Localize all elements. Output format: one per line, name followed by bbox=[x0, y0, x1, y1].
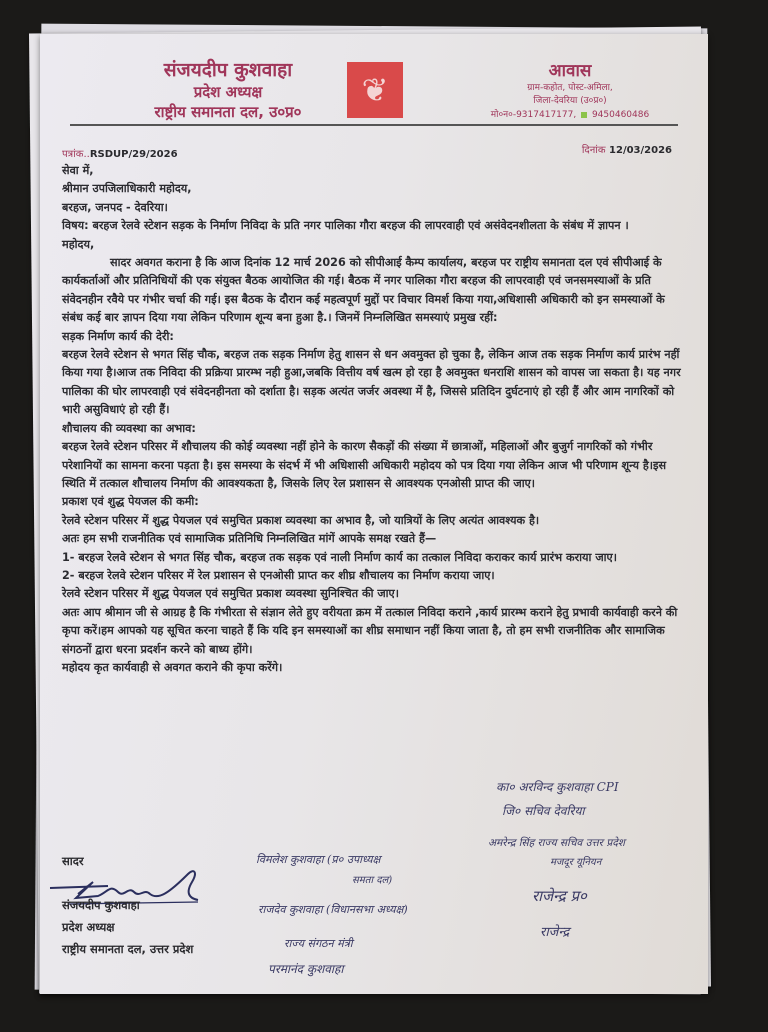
request-paragraph: अतः आप श्रीमान जी से आग्रह है कि गंभीरता से संज्ञान लेते हुए वरीयता क्रम में तत्काल निविदा कराने ,कार्य प्रारम्भ कराने हेतु प्रभावी कार्यवाही करने की कृपा करें।हम आपको यह सूचित करना चाहते हैं कि यदि इन समस्याओं का शीघ्र समाधान नहीं किया जाता है, तो हम सभी राजनीतिक और सामाजिक संगठनों द्वारा धरना प्रदर्शन करने को बाध्य होंगे। bbox=[62, 605, 678, 656]
date-value: 12/03/2026 bbox=[609, 145, 672, 156]
whatsapp-icon bbox=[581, 112, 587, 118]
reference-value: RSDUP/29/2026 bbox=[89, 149, 178, 160]
signatory-name: संजयदीप कुशवाहा bbox=[62, 898, 140, 912]
reference-number bbox=[62, 146, 178, 160]
regards: सादर bbox=[62, 854, 84, 868]
paragraph-road-delay: बरहज रेलवे स्टेशन से भगत सिंह चौक, बरहज तक सड़क निर्माण हेतु शासन से धन अवमुक्त हो चुका है, लेकिन आज तक सड़क निर्माण कार्य प्रारंभ नहीं किया गया है।आज तक निविदा की प्रक्रिया प्रारम्भ नही हुआ,जबकि वित्तीय वर्ष खत्म हो रहा है अवमुक्त धनराशि शासन को वापस जा सकता है। यह नगर पालिका की घोर लापरवाही एवं संवेदनहीनता को दर्शाता है। सड़क अत्यंत जर्जर अवस्था में है, जिससे प्रतिदिन दुर्घटनाएं हो रही हैं और आम नागरिकों को भारी असुविधाएं हो रही हैं। bbox=[62, 348, 681, 417]
heading-toilet: शौचालय की व्यवस्था का अभाव: bbox=[62, 421, 196, 435]
signature-block bbox=[62, 850, 193, 960]
paragraph-toilet: बरहज रेलवे स्टेशन परिसर में शौचालय की कोई व्यवस्था नहीं होने के कारण सैकड़ों की संख्या में छात्राओं, महिलाओं और बुजुर्ग नागरिकों को गंभीर परेशानियों का सामना करना पड़ता है। इस समस्या के संदर्भ में भी अधिशासी अधिकारी महोदय को पत्र दिया गया लेकिन आज भी परिणाम शून्य है।इस स्थिति में तत्काल शौचालय निर्माण की आवश्यकता है, जिसके लिए रेल प्रशासन से आवश्यक एनओसी प्राप्त की जाए। bbox=[62, 440, 667, 490]
sender-org: राष्ट्रीय समानता दल, उ०प्र० bbox=[154, 103, 302, 121]
address-line-1: ग्राम-कहोत, पोस्ट-अमिला, bbox=[527, 83, 613, 93]
heading-road-delay: सड़क निर्माण कार्य की देरी: bbox=[62, 329, 174, 343]
demand-2: 2- बरहज रेलवे स्टेशन परिसर में रेल प्रशासन से एनओसी प्राप्त कर शीघ्र शौचालय का निर्माण कराया जाए। bbox=[62, 568, 495, 582]
addressee-line-1: सेवा में, bbox=[62, 164, 94, 177]
closing-line: महोदय कृत कार्यवाही से अवगत कराने की कृपा करेंगे। bbox=[62, 660, 283, 674]
subject: विषय: बरहज रेलवे स्टेशन सड़क के निर्माण निविदा के प्रति नगर पालिका गौरा बरहज की लापरवाही एवं असंवेदनशीलता के संबंध में ज्ञापन । bbox=[62, 219, 629, 233]
whatsapp-number: 9450460486 bbox=[591, 110, 650, 120]
addressee-line-2: श्रीमान उपजिलाधिकारी महोदय, bbox=[62, 182, 192, 196]
party-logo-icon: ❦ bbox=[347, 62, 403, 118]
intro-paragraph: सादर अवगत कराना है कि आज दिनांक 12 मार्च 2026 को सीपीआई कैम्प कार्यालय, बरहज पर राष्ट्रीय समानता दल एवं सीपीआई के कार्यकर्ताओं और प्रतिनिधियों की एक संयुक्त बैठक आयोजित की गई। बैठक में नगर पालिका गौरा बरहज की लापरवाही एवं जनसमस्याओं के प्रति संवेदनहीन रवैये पर गंभीर चर्चा की गई। इस बैठक के दौरान कई महत्वपूर्ण मुद्दों पर विचार विमर्श किया गया,अधिशासी अधिकारी को इन समस्याओं के संबंध कई बार ज्ञापन दिया गया लेकिन परिणाम शून्य बना हुआ है.। जिनमें निम्नलिखित समस्याएं प्रमुख रहीं: bbox=[62, 256, 665, 325]
handwritten-signature-1: का० अरविन्द कुशवाहा CPI bbox=[496, 780, 619, 794]
addressee-line-3: बरहज, जनपद - देवरिया। bbox=[62, 200, 168, 214]
letterhead-address bbox=[460, 60, 680, 122]
heading-light-water: प्रकाश एवं शुद्ध पेयजल की कमी: bbox=[62, 495, 199, 509]
address-title: आवास bbox=[548, 61, 592, 81]
phone-number: मो०न०-9317417177, bbox=[490, 110, 577, 120]
handwritten-signature-9: राजेन्द्र bbox=[540, 925, 570, 940]
handwritten-signature-3: विमलेश कुशवाहा (प्र० उपाध्यक्ष bbox=[256, 853, 381, 866]
demand-3: रेलवे स्टेशन परिसर में शुद्ध पेयजल एवं समुचित प्रकाश व्यवस्था सुनिश्चित की जाए। bbox=[62, 587, 399, 601]
salutation: महोदय, bbox=[62, 237, 95, 251]
paragraph-light-water: रेलवे स्टेशन परिसर में शुद्ध पेयजल एवं समुचित प्रकाश व्यवस्था का अभाव है, जो यात्रियों के लिए अत्यंत आवश्यक है। bbox=[62, 513, 540, 527]
letterhead bbox=[40, 34, 708, 134]
letterhead-sender bbox=[118, 58, 338, 122]
handwritten-signature-6: मजदूर यूनियन bbox=[550, 857, 602, 868]
letter-page bbox=[40, 34, 708, 994]
letter-date bbox=[582, 142, 672, 156]
handwritten-signature-5: अमरेन्द्र सिंह राज्य सचिव उत्तर प्रदेश bbox=[488, 837, 625, 849]
handwritten-signature-2: जि० सचिव देवरिया bbox=[502, 804, 585, 818]
handwritten-signature-4: समता दल) bbox=[352, 875, 393, 886]
handwritten-signature-7: राजदेव कुशवाहा (विधानसभा अध्यक्ष) bbox=[258, 903, 408, 916]
handwritten-signature-8: राजेन्द्र प्र० bbox=[532, 887, 587, 905]
reference-label: पत्रांक.. bbox=[62, 149, 90, 160]
handwritten-signature-10: राज्य संगठन मंत्री bbox=[284, 937, 353, 950]
letterhead-divider bbox=[70, 124, 678, 126]
handwritten-signature-11: परमानंद कुशवाहा bbox=[268, 962, 344, 976]
demand-1: 1- बरहज रेलवे स्टेशन से भगत सिंह चौक, बरहज तक सड़क एवं नाली निर्माण कार्य का तत्काल निविदा कराकर कार्य प्रारंभ कराया जाए। bbox=[62, 550, 617, 564]
demands-intro: अतः हम सभी राजनीतिक एवं सामाजिक प्रतिनिधि निम्नलिखित मांगें आपके समक्ष रखते हैं— bbox=[62, 532, 437, 546]
letter-body bbox=[62, 162, 688, 677]
signatory-org: राष्ट्रीय समानता दल, उत्तर प्रदेश bbox=[62, 942, 194, 956]
date-label: दिनांक bbox=[581, 145, 606, 156]
signatory-title: प्रदेश अध्यक्ष bbox=[62, 920, 115, 934]
sender-title: प्रदेश अध्यक्ष bbox=[193, 83, 263, 101]
address-line-2: जिला-देवरिया (उ०प्र०) bbox=[533, 96, 607, 106]
contact-line bbox=[460, 108, 680, 122]
sender-name: संजयदीप कुशवाहा bbox=[163, 59, 293, 81]
